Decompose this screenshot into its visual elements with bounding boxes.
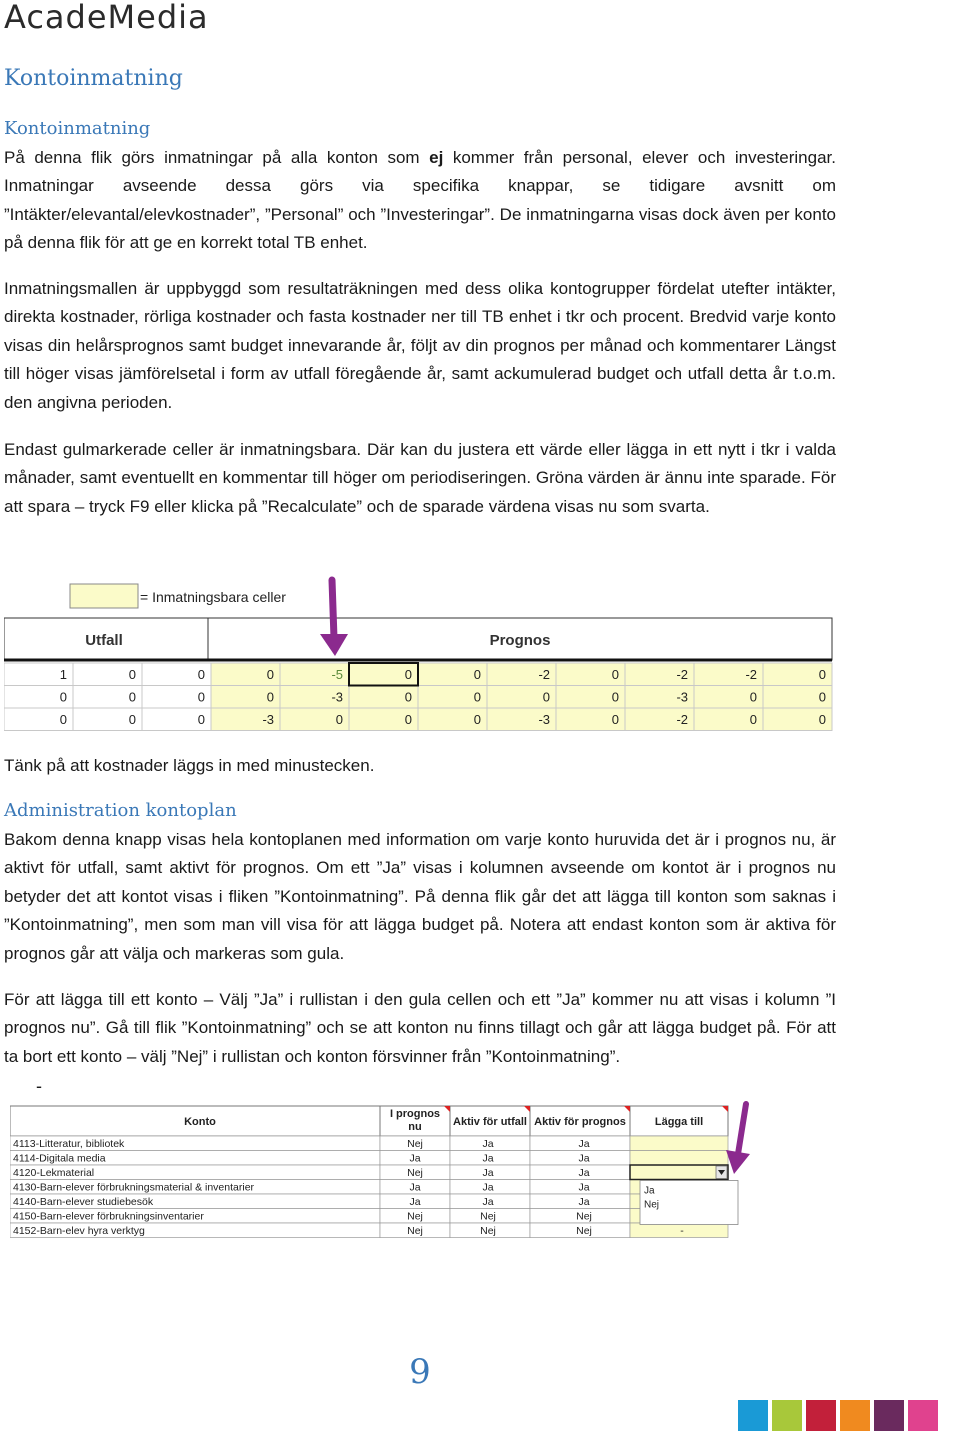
table-row-value: - <box>680 1225 684 1237</box>
dropdown-cell <box>630 1165 728 1180</box>
section1-paragraph-1: På denna flik görs inmatningar på alla konton som ej kommer från personal, elever och investeringar. Inmatningar avseende dessa görs via specifika knappar, se tidigare avsnitt om ”Intäkter/elevantal/elevkostnader”, ”Personal” och ”Investeringar”. De inmatningarna visas dock även per konto på denna flik för att ge en korrekt total TB enhet. <box>4 148 836 253</box>
table-row-value: Ja <box>578 1138 590 1150</box>
table-row-konto: 4113-Litteratur, bibliotek <box>13 1138 125 1150</box>
spreadsheet-cell-value: 0 <box>473 712 481 727</box>
spreadsheet-cell-value: 0 <box>542 689 550 705</box>
table-header-cell: nu <box>408 1121 422 1133</box>
table-row-value: Ja <box>578 1152 590 1165</box>
spreadsheet-cell-value: 0 <box>611 667 619 682</box>
academedia-logo <box>4 0 304 36</box>
logo-text: AcadeMedia <box>4 0 209 36</box>
spreadsheet-cell-value: -3 <box>262 712 274 727</box>
spreadsheet-cell-value: -3 <box>676 689 688 705</box>
table-row-value: Ja <box>409 1152 421 1165</box>
dropdown-option: Nej <box>644 1199 660 1211</box>
table-row-konto: 4130-Barn-elever förbrukningsmaterial & inventarier <box>13 1181 255 1194</box>
section-heading-administration-kontoplan: Administration kontoplan <box>4 800 237 821</box>
table-header-cell: Konto <box>184 1116 216 1128</box>
section1-paragraph-3: Endast gulmarkerade celler är inmatningsbara. Där kan du justera ett värde eller lägga in ett nytt i tkr i valda månader, samt eventuellt en kommentar till höger om periodiseringen. Gröna värden är ännu inte sparade. För att spara – tryck F9 eller klicka på ”Recalculate” och de sparade värdena visas nu som svarta. <box>4 440 836 516</box>
table-header-cell: I prognos <box>389 1108 441 1120</box>
header-utfall: Utfall <box>85 632 123 649</box>
table-row-value: Nej <box>576 1225 592 1237</box>
table-cell <box>630 1136 728 1151</box>
footer-color-block <box>772 1400 802 1431</box>
footer-color-block <box>874 1400 904 1431</box>
spreadsheet-cell-value: 0 <box>128 712 136 727</box>
spreadsheet-cell-value: -2 <box>676 667 688 682</box>
spreadsheet-cell-value: -3 <box>331 689 343 705</box>
footer-color-block <box>840 1400 870 1431</box>
table-row-value: Nej <box>576 1210 592 1223</box>
footer-color-block <box>806 1400 836 1431</box>
page-number: 9 <box>409 1352 431 1392</box>
table-row-value: Nej <box>480 1210 496 1223</box>
table-header-cell: Lägga till <box>654 1116 704 1128</box>
spreadsheet-cell-value: 0 <box>818 689 826 705</box>
section-heading-kontoinmatning: Kontoinmatning <box>4 118 151 139</box>
spreadsheet-cell-value: 0 <box>818 712 826 727</box>
legend-text: = Inmatningsbara celler <box>140 589 286 605</box>
section2-paragraph-1: Bakom denna knapp visas hela kontoplanen med information om varje konto huruvida det är i prognos nu, är aktivt för utfall, samt aktivt för prognos. Om ett ”Ja” visas i kolumnen avseende om kontot är i prognos nu betyder det att kontot visas i fliken ”Kontoinmatning”. På denna flik går det att lägga till konton som saknas i ”Kontoinmatning”, men som man vill visa för att lägga budget på. Notera att endast konton som är aktiva för prognos går att välja och markeras som gula. <box>4 830 836 963</box>
table-row-value: Ja <box>578 1181 590 1194</box>
table-row-konto: 4114-Digitala media <box>13 1152 106 1165</box>
page-title: Kontoinmatning <box>4 66 183 91</box>
spreadsheet-cell-value: 0 <box>611 689 619 705</box>
table-row-value: Ja <box>482 1152 494 1165</box>
spreadsheet-cell-value: -2 <box>745 667 757 682</box>
table-row-value: Nej <box>407 1138 423 1150</box>
spreadsheet-cell-value: 0 <box>404 689 412 705</box>
section2-paragraph-2: För att lägga till ett konto – Välj ”Ja” i rullistan i den gula cellen och ett ”Ja” kommer nu att visas i kolumn ”I prognos nu”. Gå till flik ”Kontoinmatning” och se att konton nu finns tillagt och går att lägga budget på. För att ta bort ett konto – välj ”Nej” i rullistan och konton försvinner från ”Kontoinmatning”. <box>4 990 836 1066</box>
spreadsheet-cell-value: 0 <box>59 712 67 727</box>
table-row-value: Ja <box>578 1196 590 1208</box>
footer-color-block <box>738 1400 768 1431</box>
table-row-value: Ja <box>409 1196 421 1208</box>
spreadsheet-cell-value: 0 <box>749 712 757 727</box>
spreadsheet-cell-value: 0 <box>749 689 757 705</box>
table-row-value: Ja <box>482 1181 494 1194</box>
table-header-cell: Aktiv för utfall <box>453 1116 527 1128</box>
spreadsheet-cell-value: 0 <box>128 667 136 682</box>
spreadsheet-cell-value: 0 <box>266 667 274 682</box>
spreadsheet-cell-value: -5 <box>331 667 343 682</box>
header-prognos: Prognos <box>489 632 551 649</box>
legend-yellow-swatch <box>70 584 138 608</box>
table-row-value: Nej <box>480 1225 496 1237</box>
spreadsheet-cell-value: 1 <box>59 667 67 682</box>
table-row-konto: 4152-Barn-elev hyra verktyg <box>13 1225 145 1237</box>
spreadsheet-cell-value: 0 <box>473 689 481 705</box>
table-cell <box>630 1151 728 1166</box>
table-cell <box>630 1223 728 1238</box>
note-minus-sign: Tänk på att kostnader läggs in med minustecken. <box>4 756 375 775</box>
spreadsheet-cell-value: -2 <box>676 712 688 727</box>
spreadsheet-cell-value: 0 <box>197 667 205 682</box>
stray-dash: - <box>36 1076 42 1096</box>
spreadsheet-cell-value: 0 <box>611 712 619 727</box>
spreadsheet-cell-value: 0 <box>404 667 412 682</box>
spreadsheet-cell-value: 0 <box>59 689 67 705</box>
section1-paragraph-2: Inmatningsmallen är uppbyggd som resultaträkningen med dess olika kontogrupper fördelat utefter intäkter, direkta kostnader, rörliga kostnader och fasta kostnader ner till TB enhet i tkr och procent. Bredvid varje konto visas din helårsprognos samt budget innevarande år, följt av din prognos per månad och kommentarer Längst till höger visas jämförelsetal i form av utfall föregående år, samt ackumulerad budget och utfall detta år t.o.m. den angivna perioden. <box>4 279 836 412</box>
spreadsheet-cell-value: 0 <box>266 689 274 705</box>
spreadsheet-cell-value: 0 <box>404 712 412 727</box>
spreadsheet-figure-prognos <box>4 576 836 736</box>
spreadsheet-cell-value: 0 <box>473 667 481 682</box>
spreadsheet-cell-value: 0 <box>128 689 136 705</box>
footer-color-block <box>908 1400 938 1431</box>
spreadsheet-cell-value: 0 <box>197 712 205 727</box>
table-row-value: Ja <box>482 1138 494 1150</box>
table-header-cell: Aktiv för prognos <box>534 1116 626 1128</box>
table-row-konto: 4150-Barn-elever förbrukningsinventarier <box>13 1210 204 1223</box>
spreadsheet-cell-value: -3 <box>538 712 550 727</box>
table-row-value: Nej <box>407 1210 423 1223</box>
footer-color-blocks <box>738 1400 938 1431</box>
pointer-arrow-icon <box>726 1104 750 1174</box>
dropdown-option: Ja <box>644 1185 655 1197</box>
table-row-value: Nej <box>407 1167 423 1179</box>
spreadsheet-cell-value: -2 <box>538 667 550 682</box>
table-row-konto: 4140-Barn-elever studiebesök <box>13 1196 154 1208</box>
kontoplan-table-figure <box>10 1080 770 1250</box>
spreadsheet-cell-value: 0 <box>818 667 826 682</box>
spreadsheet-cell-value: 0 <box>197 689 205 705</box>
table-row-value: Ja <box>482 1167 494 1179</box>
spreadsheet-cell-value: 0 <box>335 712 343 727</box>
table-row-value: Ja <box>578 1167 590 1179</box>
table-row-konto: 4120-Lekmaterial <box>13 1167 95 1179</box>
table-row-value: Ja <box>409 1181 421 1194</box>
table-row-value: Ja <box>482 1196 494 1208</box>
table-row-value: Nej <box>407 1225 423 1237</box>
header-band <box>4 618 832 660</box>
